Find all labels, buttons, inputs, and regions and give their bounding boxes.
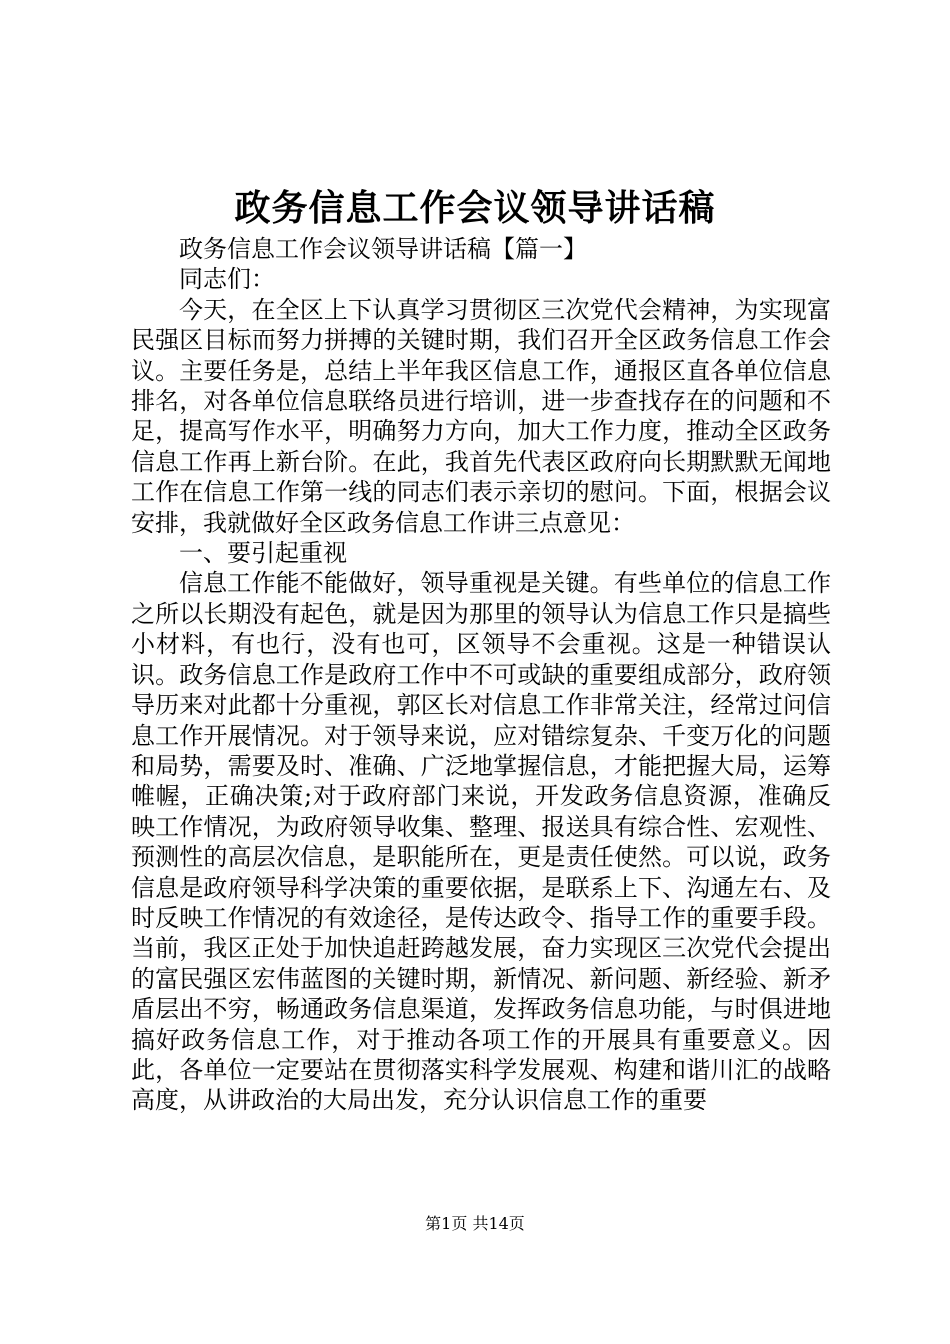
body-paragraph: 信息工作能不能做好，领导重视是关键。有些单位的信息工作之所以长期没有起色，就是因为那里的领导认为信息工作只是搞些小材料，有也行，没有也可，区领导不会重视。这是一种错误认识。政务信息工作是政府工作中不可或缺的重要组成部分，政府领导历来对此都十分重视，郭区长对信息工作非常关注，经常过问信息工作开展情况。对于领导来说，应对错综复杂、千变万化的问题和局势，需要及时、准确、广泛地掌握信息，才能把握大局，运筹帷幄，正确决策;对于政府部门来说，开发政务信息资源，准确反映工作情况，为政府领导收集、整理、报送具有综合性、宏观性、预测性的高层次信息，是职能所在，更是责任使然。可以说，政务信息是政府领导科学决策的重要依据，是联系上下、沟通左右、及时反映工作情况的有效途径，是传达政令、指导工作的重要手段。当前，我区正处于加快追赶跨越发展，奋力实现区三次党代会提出的富民强区宏伟蓝图的关键时期，新情况、新问题、新经验、新矛盾层出不穷，畅通政务信息渠道，发挥政务信息功能，与时俱进地搞好政务信息工作，对于推动各项工作的开展具有重要意义。因此，各单位一定要站在贯彻落实科学发展观、构建和谐川汇的战略高度，从讲政治的大局出发，充分认识信息工作的重要 — [131, 569, 831, 1115]
section-heading: 一、要引起重视 — [179, 539, 347, 568]
body-paragraph: 今天，在全区上下认真学习贯彻区三次党代会精神，为实现富民强区目标而努力拼搏的关键时期，我们召开全区政务信息工作会议。主要任务是，总结上半年我区信息工作，通报区直各单位信息排名，对各单位信息联络员进行培训，进一步查找存在的问题和不足，提高写作水平，明确努力方向，加大工作力度，推动全区政务信息工作再上新台阶。在此，我首先代表区政府向长期默默无闻地工作在信息工作第一线的同志们表示亲切的慰问。下面，根据会议安排，我就做好全区政务信息工作讲三点意见： — [131, 295, 831, 537]
salutation-paragraph: 同志们： — [179, 265, 275, 294]
subtitle-paragraph: 政务信息工作会议领导讲话稿【篇一】 — [179, 235, 587, 263]
document-body — [131, 234, 831, 1116]
document-title: 政务信息工作会议领导讲话稿 — [234, 187, 716, 229]
page-number-footer: 第1页 共14页 — [425, 1214, 525, 1233]
